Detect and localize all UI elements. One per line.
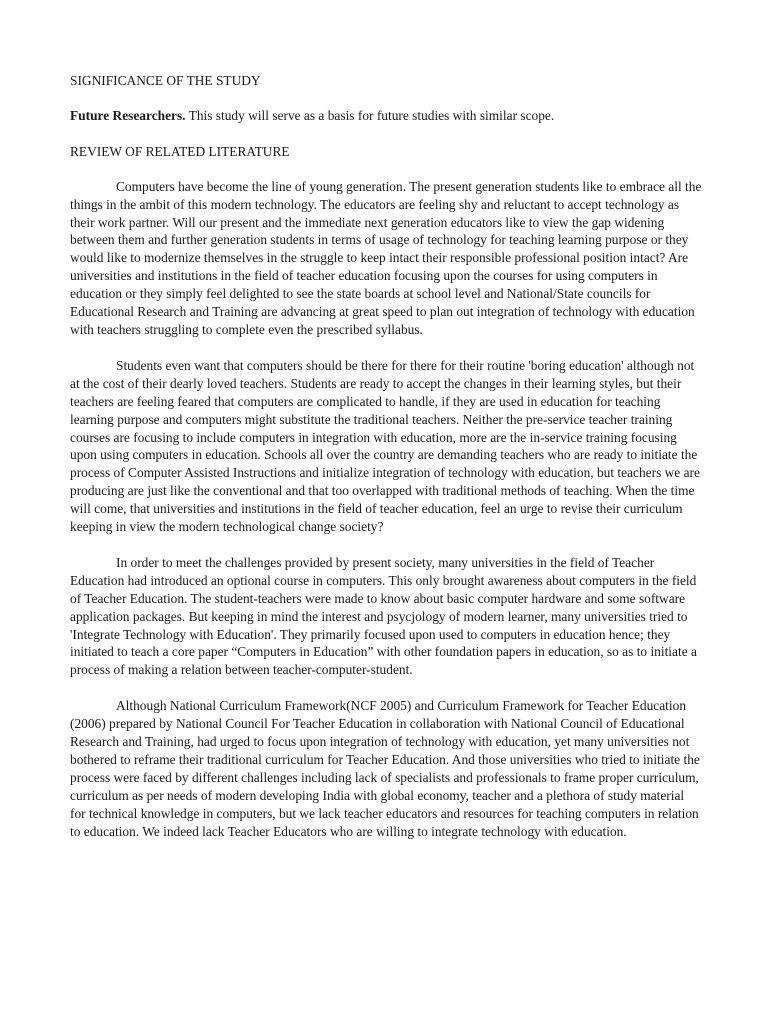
paragraph-meet-challenges: In order to meet the challenges provided by present society, many universities in the field of Teacher Education had introduced an optional course in computers. This only brought awareness about computers in the field of Teacher Education. The student-teachers were made to know about basic computer hardware and some software application packages. But keeping in mind the interest and psycjology of modern learner, many universities tried to 'Integrate Technology with Education'. They primarily focused upon used to computers in education hence; they initiated to teach a core paper “Computers in Education” with other foundation papers in education, so as to initiate a process of making a relation between teacher-computer-student. xyxy=(70,554,697,678)
heading-review-of-related-literature: REVIEW OF RELATED LITERATURE xyxy=(70,143,290,159)
paragraph-students-want-computers: Students even want that computers should be there for there for their routine 'boring education' although not at the cost of their dearly loved teachers. Students are ready to accept the changes in their learning styles, but their teachers are feeling feared that computers are complicated to handle, if they are used in education for teaching learning purpose and computers might substitute the traditional teachers. Neither the pre-service teacher training courses are focusing to include computers in integration with education, more are the in-service training focusing upon using computers in education. Schools all over the country are demanding teachers who are ready to initiate the process of Computer Assisted Instructions and initialize integration of technology with education, but teachers we are producing are just like the conventional and that too overlapped with traditional methods of teaching. When the time will come, that universities and institutions in the field of teacher education, feel an urge to revise their curriculum keeping in view the modern technological change society? xyxy=(70,357,700,535)
future-researchers-text: This study will serve as a basis for future studies with similar scope. xyxy=(185,107,555,123)
future-researchers-term: Future Researchers. xyxy=(70,107,186,123)
document-page xyxy=(70,72,702,859)
paragraph-computers-young-generation: Computers have become the line of young generation. The present generation students like to embrace all the things in the ambit of this modern technology. The educators are feeling shy and reluctant to accept technology as their work partner. Will our present and the immediate next generation educators like to view the gap widening between them and further generation students in terms of usage of technology for teaching learning purpose or they would like to modernize themselves in the struggle to keep intact their responsible professional position intact? Are universities and institutions in the field of teacher education focusing upon the courses for using computers in education or they simply feel delighted to see the state boards at school level and National/State councils for Educational Research and Training are advancing at great speed to plan out integration of technology with education with teachers struggling to complete even the prescribed syllabus. xyxy=(70,178,702,337)
future-researchers-paragraph xyxy=(70,107,702,125)
paragraph-national-curriculum-framework: Although National Curriculum Framework(NCF 2005) and Curriculum Framework for Teacher Education (2006) prepared by National Council For Teacher Education in collaboration with National Council of Educational Research and Training, had urged to focus upon integration of technology with education, yet many universities not bothered to reframe their traditional curriculum for Teacher Education. And those universities who tried to initiate the process were faced by different challenges including lack of specialists and professionals to frame proper curriculum, curriculum as per needs of modern developing India with global economy, teacher and a plethora of study material for technical knowledge in computers, but we lack teacher educators and resources for teaching computers in relation to education. We indeed lack Teacher Educators who are willing to integrate technology with education. xyxy=(70,698,700,839)
heading-significance-of-the-study: SIGNIFICANCE OF THE STUDY xyxy=(70,73,261,88)
